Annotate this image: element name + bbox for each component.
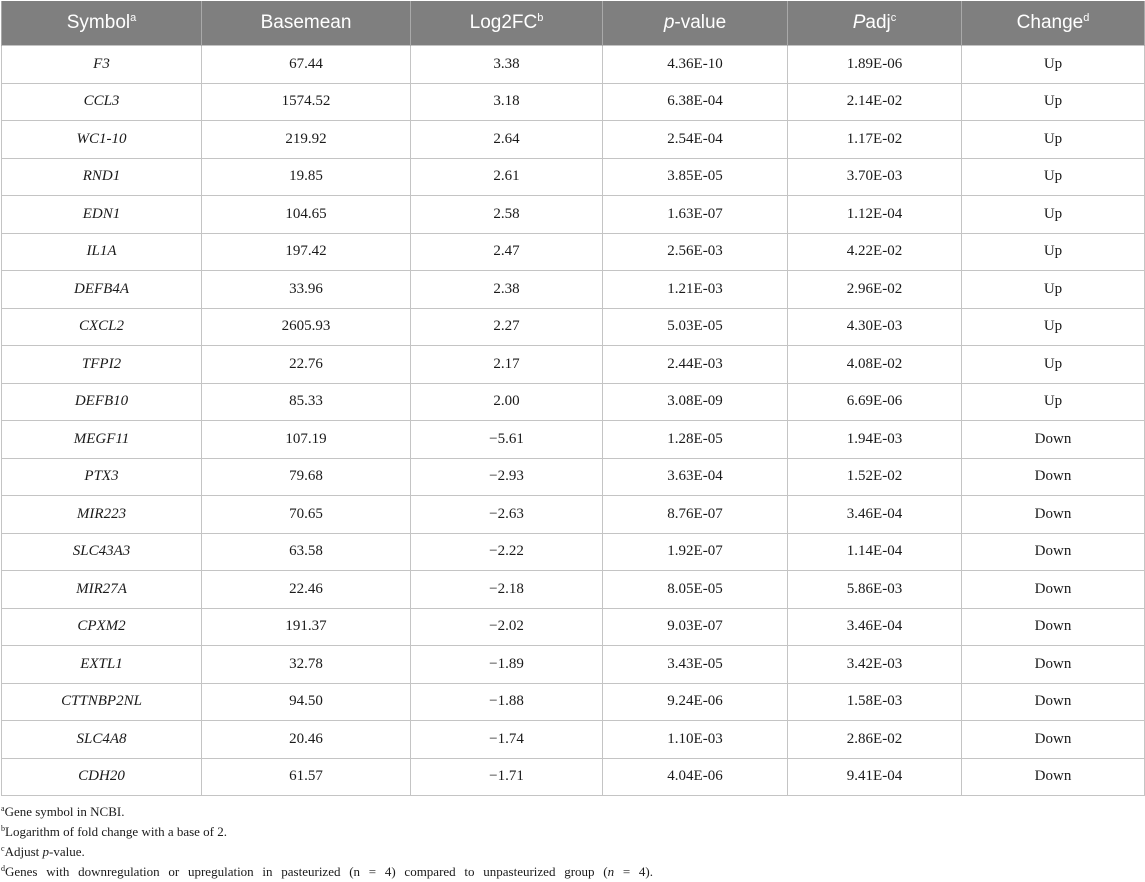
- cell-pvalue: 2.56E-03: [603, 233, 788, 271]
- cell-change: Up: [962, 46, 1145, 84]
- cell-basemean: 219.92: [202, 121, 411, 159]
- cell-log2fc: −1.88: [411, 683, 603, 721]
- table-body: [2, 46, 1145, 796]
- cell-padj: 6.69E-06: [788, 383, 962, 421]
- cell-padj: 2.96E-02: [788, 271, 962, 309]
- cell-symbol: CXCL2: [2, 308, 202, 346]
- header-log2fc: [411, 1, 603, 46]
- cell-basemean: 94.50: [202, 683, 411, 721]
- gene-table: [1, 1, 1145, 796]
- cell-padj: 5.86E-03: [788, 571, 962, 609]
- cell-change: Up: [962, 158, 1145, 196]
- cell-padj: 1.52E-02: [788, 458, 962, 496]
- table-row: [2, 421, 1145, 459]
- footnote-a-text: Gene symbol in NCBI.: [4, 804, 125, 819]
- cell-log2fc: −1.71: [411, 758, 603, 796]
- table-row: [2, 383, 1145, 421]
- header-change: [962, 1, 1145, 46]
- footnote-a-mark: a: [1, 804, 5, 813]
- cell-pvalue: 8.76E-07: [603, 496, 788, 534]
- footnote-b: [1, 822, 653, 842]
- cell-basemean: 70.65: [202, 496, 411, 534]
- cell-basemean: 85.33: [202, 383, 411, 421]
- cell-basemean: 104.65: [202, 196, 411, 234]
- cell-symbol: CTTNBP2NL: [2, 683, 202, 721]
- footnote-b-mark: b: [1, 824, 5, 833]
- cell-symbol: CPXM2: [2, 608, 202, 646]
- cell-padj: 2.86E-02: [788, 721, 962, 759]
- cell-change: Down: [962, 496, 1145, 534]
- cell-padj: 4.30E-03: [788, 308, 962, 346]
- cell-pvalue: 2.54E-04: [603, 121, 788, 159]
- footnote-d: [1, 862, 653, 882]
- cell-symbol: RND1: [2, 158, 202, 196]
- cell-pvalue: 1.28E-05: [603, 421, 788, 459]
- footnote-d-text-pre: Genes with downregulation or upregulation in pasteurized (n = 4) compared to unpasteurized group (: [5, 864, 608, 879]
- cell-padj: 3.70E-03: [788, 158, 962, 196]
- cell-padj: 3.46E-04: [788, 608, 962, 646]
- footnote-d-text-post: = 4).: [614, 864, 654, 879]
- cell-log2fc: −1.74: [411, 721, 603, 759]
- table-row: [2, 683, 1145, 721]
- cell-change: Up: [962, 83, 1145, 121]
- header-pvalue-label: -value: [674, 12, 727, 33]
- cell-log2fc: −2.63: [411, 496, 603, 534]
- cell-log2fc: 2.64: [411, 121, 603, 159]
- cell-symbol: TFPI2: [2, 346, 202, 384]
- cell-change: Up: [962, 196, 1145, 234]
- header-padj: [788, 1, 962, 46]
- cell-log2fc: −2.18: [411, 571, 603, 609]
- cell-basemean: 33.96: [202, 271, 411, 309]
- table-row: [2, 571, 1145, 609]
- cell-pvalue: 4.04E-06: [603, 758, 788, 796]
- cell-pvalue: 9.24E-06: [603, 683, 788, 721]
- cell-change: Down: [962, 721, 1145, 759]
- cell-pvalue: 4.36E-10: [603, 46, 788, 84]
- cell-basemean: 67.44: [202, 46, 411, 84]
- cell-pvalue: 9.03E-07: [603, 608, 788, 646]
- header-change-label: Change: [1016, 12, 1084, 33]
- header-row: [2, 1, 1145, 46]
- cell-change: Down: [962, 646, 1145, 684]
- header-change-footnote-mark: d: [1083, 12, 1090, 24]
- cell-basemean: 22.76: [202, 346, 411, 384]
- table-row: [2, 121, 1145, 159]
- table-row: [2, 46, 1145, 84]
- cell-padj: 4.08E-02: [788, 346, 962, 384]
- cell-change: Up: [962, 271, 1145, 309]
- cell-padj: 1.94E-03: [788, 421, 962, 459]
- cell-pvalue: 1.21E-03: [603, 271, 788, 309]
- table-row: [2, 758, 1145, 796]
- cell-log2fc: 2.47: [411, 233, 603, 271]
- cell-symbol: CDH20: [2, 758, 202, 796]
- cell-pvalue: 1.63E-07: [603, 196, 788, 234]
- footnote-d-text-italic: n: [607, 864, 615, 879]
- cell-symbol: SLC43A3: [2, 533, 202, 571]
- cell-symbol: EXTL1: [2, 646, 202, 684]
- table-row: [2, 158, 1145, 196]
- cell-basemean: 19.85: [202, 158, 411, 196]
- table-footnotes: [1, 802, 653, 882]
- cell-symbol: EDN1: [2, 196, 202, 234]
- cell-symbol: IL1A: [2, 233, 202, 271]
- cell-padj: 9.41E-04: [788, 758, 962, 796]
- table-row: [2, 608, 1145, 646]
- footnote-c-text-italic: p: [42, 844, 49, 859]
- cell-symbol: MIR27A: [2, 571, 202, 609]
- cell-log2fc: −2.93: [411, 458, 603, 496]
- header-padj-italic: P: [852, 12, 866, 33]
- footnote-c-text-pre: Adjust: [4, 844, 43, 859]
- cell-pvalue: 3.85E-05: [603, 158, 788, 196]
- cell-padj: 1.17E-02: [788, 121, 962, 159]
- footnote-d-mark: d: [1, 864, 5, 873]
- cell-basemean: 1574.52: [202, 83, 411, 121]
- cell-symbol: SLC4A8: [2, 721, 202, 759]
- cell-change: Down: [962, 533, 1145, 571]
- cell-change: Up: [962, 383, 1145, 421]
- header-log2fc-label: Log2FC: [469, 12, 538, 33]
- cell-log2fc: −1.89: [411, 646, 603, 684]
- footnote-c-mark: c: [1, 844, 5, 853]
- cell-log2fc: 3.38: [411, 46, 603, 84]
- cell-pvalue: 1.92E-07: [603, 533, 788, 571]
- cell-basemean: 79.68: [202, 458, 411, 496]
- cell-symbol: DEFB10: [2, 383, 202, 421]
- cell-basemean: 2605.93: [202, 308, 411, 346]
- header-padj-footnote-mark: c: [890, 12, 897, 24]
- cell-pvalue: 8.05E-05: [603, 571, 788, 609]
- table-row: [2, 721, 1145, 759]
- cell-padj: 3.46E-04: [788, 496, 962, 534]
- table-row: [2, 233, 1145, 271]
- cell-padj: 1.12E-04: [788, 196, 962, 234]
- table-row: [2, 496, 1145, 534]
- header-symbol-footnote-mark: a: [130, 12, 137, 24]
- cell-padj: 1.14E-04: [788, 533, 962, 571]
- table-row: [2, 346, 1145, 384]
- cell-log2fc: 2.58: [411, 196, 603, 234]
- header-symbol-label: Symbol: [66, 12, 131, 33]
- header-padj-label: adj: [865, 12, 891, 33]
- footnote-c-text-post: -value.: [48, 844, 85, 859]
- cell-padj: 2.14E-02: [788, 83, 962, 121]
- table-row: [2, 83, 1145, 121]
- cell-change: Down: [962, 421, 1145, 459]
- cell-basemean: 191.37: [202, 608, 411, 646]
- cell-change: Down: [962, 458, 1145, 496]
- table-row: [2, 308, 1145, 346]
- cell-pvalue: 3.43E-05: [603, 646, 788, 684]
- cell-basemean: 22.46: [202, 571, 411, 609]
- cell-symbol: MEGF11: [2, 421, 202, 459]
- cell-basemean: 20.46: [202, 721, 411, 759]
- table-row: [2, 271, 1145, 309]
- cell-log2fc: −2.22: [411, 533, 603, 571]
- cell-padj: 1.89E-06: [788, 46, 962, 84]
- cell-symbol: F3: [2, 46, 202, 84]
- cell-basemean: 63.58: [202, 533, 411, 571]
- footnote-c: [1, 842, 653, 862]
- footnote-b-text: Logarithm of fold change with a base of 2.: [5, 824, 228, 839]
- cell-log2fc: −5.61: [411, 421, 603, 459]
- table-row: [2, 458, 1145, 496]
- cell-padj: 1.58E-03: [788, 683, 962, 721]
- header-log2fc-footnote-mark: b: [537, 12, 544, 24]
- cell-log2fc: 2.27: [411, 308, 603, 346]
- cell-change: Up: [962, 121, 1145, 159]
- header-basemean: Basemean: [202, 1, 411, 46]
- cell-log2fc: 2.38: [411, 271, 603, 309]
- cell-basemean: 32.78: [202, 646, 411, 684]
- table-row: [2, 646, 1145, 684]
- cell-log2fc: 2.61: [411, 158, 603, 196]
- table-header: [2, 1, 1145, 46]
- cell-change: Down: [962, 683, 1145, 721]
- cell-change: Up: [962, 346, 1145, 384]
- cell-pvalue: 3.63E-04: [603, 458, 788, 496]
- cell-log2fc: −2.02: [411, 608, 603, 646]
- cell-log2fc: 2.17: [411, 346, 603, 384]
- cell-change: Down: [962, 758, 1145, 796]
- cell-padj: 4.22E-02: [788, 233, 962, 271]
- cell-log2fc: 3.18: [411, 83, 603, 121]
- cell-symbol: CCL3: [2, 83, 202, 121]
- cell-log2fc: 2.00: [411, 383, 603, 421]
- cell-padj: 3.42E-03: [788, 646, 962, 684]
- header-pvalue: [603, 1, 788, 46]
- cell-pvalue: 2.44E-03: [603, 346, 788, 384]
- table-row: [2, 196, 1145, 234]
- table-row: [2, 533, 1145, 571]
- cell-basemean: 61.57: [202, 758, 411, 796]
- cell-basemean: 107.19: [202, 421, 411, 459]
- cell-change: Up: [962, 308, 1145, 346]
- cell-symbol: WC1-10: [2, 121, 202, 159]
- footnote-a: [1, 802, 653, 822]
- cell-pvalue: 1.10E-03: [603, 721, 788, 759]
- cell-change: Down: [962, 571, 1145, 609]
- cell-pvalue: 6.38E-04: [603, 83, 788, 121]
- cell-pvalue: 3.08E-09: [603, 383, 788, 421]
- cell-symbol: MIR223: [2, 496, 202, 534]
- cell-change: Up: [962, 233, 1145, 271]
- cell-change: Down: [962, 608, 1145, 646]
- cell-symbol: DEFB4A: [2, 271, 202, 309]
- cell-basemean: 197.42: [202, 233, 411, 271]
- cell-pvalue: 5.03E-05: [603, 308, 788, 346]
- header-symbol: [2, 1, 202, 46]
- header-pvalue-italic: p: [663, 12, 675, 33]
- cell-symbol: PTX3: [2, 458, 202, 496]
